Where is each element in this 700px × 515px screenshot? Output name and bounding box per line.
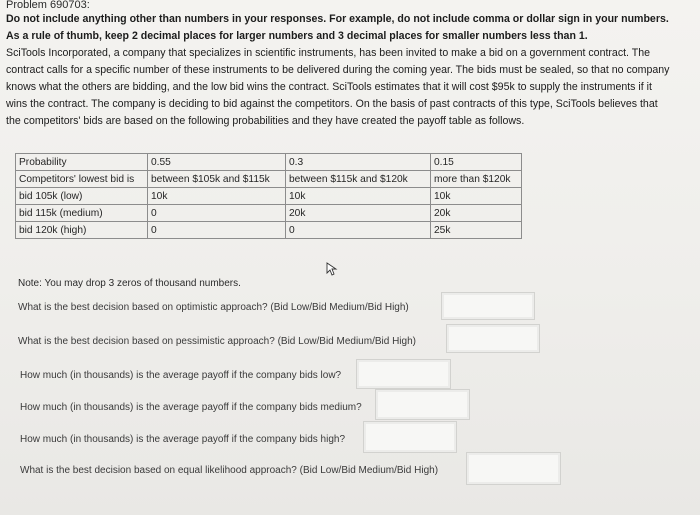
scenario-text: SciTools Incorporated, a company that specializes in scientific instruments, has been invited to make a bid on a government contract. The contract calls for a specific number of these instruments to be delivered during the coming year. The bids must be sealed, so that no company knows what the others are bidding, and the low bid wins the contract. SciTools estimates that it will cost $95k to supply the instruments if it wins the contract. The company is deciding to bid against the competitors. On the basis of past contracts of this type, SciTools believes that the competitors' bids are based on the following probabilities and they have created the payoff table as follows. bbox=[6, 47, 670, 127]
instruction-text: Do not include anything other than numbers in your responses. For example, do not include comma or dollar sign in your numbers. As a rule of thumb, keep 2 decimal places for larger numbers and 3 decimal places for smaller numbers less than 1. bbox=[6, 13, 669, 42]
table-cell: bid 115k (medium) bbox=[16, 205, 148, 222]
table-cell: 0.3 bbox=[286, 154, 431, 171]
table-cell: between $105k and $115k bbox=[148, 171, 286, 188]
average-medium-answer-field[interactable] bbox=[375, 389, 470, 420]
table-row bbox=[16, 171, 522, 188]
optimistic-answer-field[interactable] bbox=[441, 292, 535, 320]
table-cell: bid 105k (low) bbox=[16, 188, 148, 205]
table-cell: 10k bbox=[286, 188, 431, 205]
table-cell: 10k bbox=[431, 188, 522, 205]
question-average-low: How much (in thousands) is the average payoff if the company bids low? bbox=[20, 370, 342, 381]
payoff-table bbox=[15, 153, 522, 239]
table-cell: 20k bbox=[286, 205, 431, 222]
average-high-answer-field[interactable] bbox=[363, 421, 457, 453]
table-cell: 0 bbox=[148, 222, 286, 239]
table-row bbox=[16, 205, 522, 222]
problem-statement bbox=[6, 11, 671, 130]
table-cell: 10k bbox=[148, 188, 286, 205]
question-optimistic: What is the best decision based on optimistic approach? (Bid Low/Bid Medium/Bid High) bbox=[18, 302, 409, 313]
table-cell: Probability bbox=[16, 154, 148, 171]
equal-likelihood-answer-field[interactable] bbox=[466, 452, 561, 485]
table-cell: between $115k and $120k bbox=[286, 171, 431, 188]
pessimistic-answer-field[interactable] bbox=[446, 324, 540, 353]
table-cell: 0.15 bbox=[431, 154, 522, 171]
problem-label: Problem 690703: bbox=[6, 0, 90, 10]
note-text: Note: You may drop 3 zeros of thousand numbers. bbox=[18, 278, 241, 289]
table-cell: 0.55 bbox=[148, 154, 286, 171]
table-cell: Competitors' lowest bid is bbox=[16, 171, 148, 188]
table-row bbox=[16, 222, 522, 239]
table-cell: 20k bbox=[431, 205, 522, 222]
table-row bbox=[16, 154, 522, 171]
average-low-answer-field[interactable] bbox=[356, 359, 451, 389]
table-cell: 0 bbox=[286, 222, 431, 239]
mouse-cursor-icon bbox=[326, 262, 338, 276]
question-pessimistic: What is the best decision based on pessimistic approach? (Bid Low/Bid Medium/Bid High) bbox=[18, 336, 416, 347]
question-equal-likelihood: What is the best decision based on equal likelihood approach? (Bid Low/Bid Medium/Bid High) bbox=[20, 465, 439, 476]
question-average-high: How much (in thousands) is the average payoff if the company bids high? bbox=[20, 434, 345, 445]
table-cell: bid 120k (high) bbox=[16, 222, 148, 239]
table-cell: more than $120k bbox=[431, 171, 522, 188]
table-row bbox=[16, 188, 522, 205]
table-cell: 0 bbox=[148, 205, 286, 222]
question-average-medium: How much (in thousands) is the average payoff if the company bids medium? bbox=[20, 402, 362, 413]
table-cell: 25k bbox=[431, 222, 522, 239]
